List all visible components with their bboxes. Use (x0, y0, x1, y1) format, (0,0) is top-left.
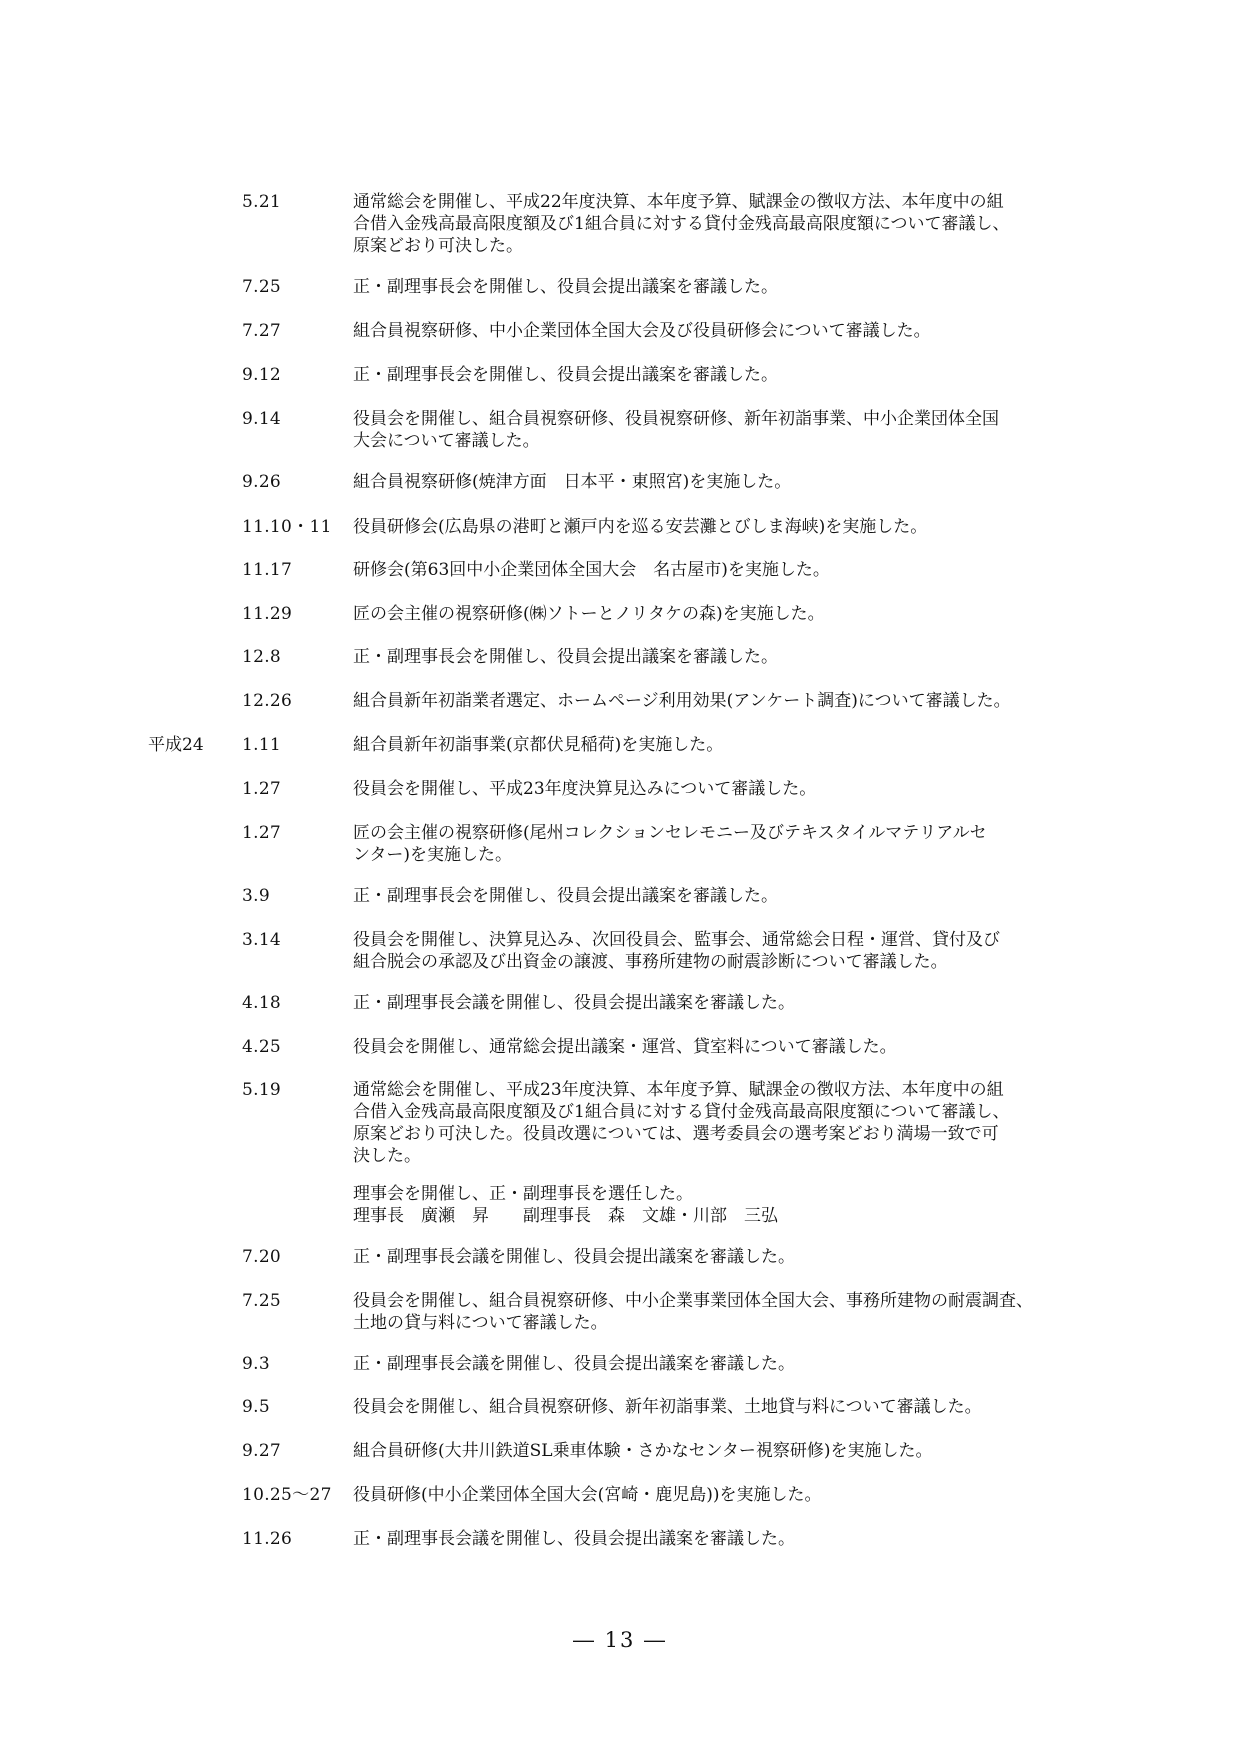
description-line: 組合員視察研修、中小企業団体全国大会及び役員研修会について審議した。 (353, 321, 931, 341)
description-line: 役員会を開催し、通常総会提出議案・運営、貸室料について審議した。 (353, 1037, 897, 1057)
description-line: 組合員研修(大井川鉄道SL乗車体験・さかなセンター視察研修)を実施した。 (353, 1441, 933, 1461)
description-line: 組合員新年初詣事業(京都伏見稲荷)を実施した。 (353, 735, 724, 755)
entry-date: 7.27 (242, 321, 282, 341)
entry-date: 9.27 (242, 1441, 282, 1461)
entry-date: 3.9 (242, 886, 270, 906)
entry-description (353, 1079, 1093, 1167)
entry-date: 12.26 (242, 691, 293, 711)
entry-date: 5.21 (242, 192, 282, 212)
description-line: 正・副理事長会議を開催し、役員会提出議案を審議した。 (353, 1354, 795, 1374)
entry-description (353, 778, 1093, 800)
description-line: 組合脱会の承認及び出資金の譲渡、事務所建物の耐震診断について審議した。 (353, 952, 948, 972)
entry-description (353, 992, 1093, 1014)
entry-date: 12.8 (242, 647, 282, 667)
entry-description (353, 929, 1093, 973)
description-line: 研修会(第63回中小企業団体全国大会 名古屋市)を実施した。 (353, 560, 830, 580)
entry-description (353, 1528, 1093, 1550)
entry-description (353, 822, 1093, 866)
entry-date: 10.25～27 (242, 1485, 332, 1505)
description-line: 正・副理事長会を開催し、役員会提出議案を審議した。 (353, 886, 778, 906)
description-line: 合借入金残高最高限度額及び1組合員に対する貸付金残高最高限度額について審議し、 (353, 214, 1010, 234)
entry-description (353, 1440, 1093, 1462)
entry-date: 7.20 (242, 1247, 282, 1267)
entry-date: 7.25 (242, 1291, 282, 1311)
description-line: 組合員新年初詣業者選定、ホームページ利用効果(アンケート調査)について審議した。 (353, 691, 1011, 711)
entry-date: 9.26 (242, 472, 282, 492)
description-line: 決した。 (353, 1146, 421, 1166)
description-line: 匠の会主催の視察研修(㈱ソトーとノリタケの森)を実施した。 (353, 604, 825, 624)
entry-description (353, 276, 1093, 298)
entry-date: 11.26 (242, 1529, 293, 1549)
entry-description (353, 364, 1093, 386)
entry-date: 9.5 (242, 1397, 270, 1417)
entry-description (353, 320, 1093, 342)
description-line: 理事会を開催し、正・副理事長を選任した。 (353, 1184, 693, 1204)
entry-description (353, 603, 1093, 625)
description-line: ンター)を実施した。 (353, 845, 512, 865)
description-line: 組合員視察研修(焼津方面 日本平・東照宮)を実施した。 (353, 472, 792, 492)
entry-date: 1.11 (242, 735, 282, 755)
entry-description (353, 1396, 1093, 1418)
description-line: 正・副理事長会を開催し、役員会提出議案を審議した。 (353, 365, 778, 385)
entry-date: 9.3 (242, 1354, 270, 1374)
era-label: 平成24 (148, 735, 204, 755)
description-line: 役員会を開催し、平成23年度決算見込みについて審議した。 (353, 779, 817, 799)
entry-date: 11.17 (242, 560, 293, 580)
entry-date: 9.14 (242, 409, 282, 429)
entry-date: 9.12 (242, 365, 282, 385)
entry-date: 7.25 (242, 277, 282, 297)
entry-description (353, 516, 1093, 538)
entry-description (353, 1290, 1093, 1334)
entry-date: 3.14 (242, 930, 282, 950)
entry-date: 4.25 (242, 1037, 282, 1057)
description-line: 通常総会を開催し、平成22年度決算、本年度予算、賦課金の徴収方法、本年度中の組 (353, 192, 1004, 212)
entry-description (353, 690, 1093, 712)
entry-description (353, 1484, 1093, 1506)
entry-description (353, 191, 1093, 257)
description-line: 通常総会を開催し、平成23年度決算、本年度予算、賦課金の徴収方法、本年度中の組 (353, 1080, 1004, 1100)
entry-description (353, 885, 1093, 907)
description-line: 大会について審議した。 (353, 431, 540, 451)
description-line: 役員研修(中小企業団体全国大会(宮崎・鹿児島))を実施した。 (353, 1485, 822, 1505)
entry-date: 4.18 (242, 993, 282, 1013)
description-line: 合借入金残高最高限度額及び1組合員に対する貸付金残高最高限度額について審議し、 (353, 1102, 1010, 1122)
description-line: 正・副理事長会議を開催し、役員会提出議案を審議した。 (353, 1529, 795, 1549)
entry-description (353, 408, 1093, 452)
description-line: 正・副理事長会議を開催し、役員会提出議案を審議した。 (353, 1247, 795, 1267)
description-line: 役員研修会(広島県の港町と瀬戸内を巡る安芸灘とびしま海峡)を実施した。 (353, 517, 928, 537)
description-line: 正・副理事長会を開催し、役員会提出議案を審議した。 (353, 277, 778, 297)
entry-description (353, 559, 1093, 581)
page-number: ― 13 ― (572, 1628, 668, 1652)
description-line: 理事長 廣瀬 昇 副理事長 森 文雄・川部 三弘 (353, 1206, 778, 1226)
description-line: 役員会を開催し、組合員視察研修、役員視察研修、新年初詣事業、中小企業団体全国 (353, 409, 999, 429)
description-line: 土地の貸与料について審議した。 (353, 1313, 608, 1333)
entry-date: 11.29 (242, 604, 293, 624)
entry-description (353, 646, 1093, 668)
entry-description (353, 1246, 1093, 1268)
entry-description (353, 1183, 1093, 1227)
entry-date: 5.19 (242, 1080, 282, 1100)
entry-description (353, 1036, 1093, 1058)
description-line: 匠の会主催の視察研修(尾州コレクションセレモニー及びテキスタイルマテリアルセ (353, 823, 987, 843)
description-line: 役員会を開催し、決算見込み、次回役員会、監事会、通常総会日程・運営、貸付及び (353, 930, 1001, 950)
entry-description (353, 734, 1093, 756)
entry-description (353, 471, 1093, 493)
description-line: 役員会を開催し、組合員視察研修、新年初詣事業、土地貸与料について審議した。 (353, 1397, 982, 1417)
entry-date: 1.27 (242, 779, 282, 799)
description-line: 原案どおり可決した。 (353, 236, 523, 256)
description-line: 役員会を開催し、組合員視察研修、中小企業事業団体全国大会、事務所建物の耐震調査、 (353, 1291, 1033, 1311)
description-line: 正・副理事長会議を開催し、役員会提出議案を審議した。 (353, 993, 795, 1013)
entry-date: 11.10・11 (242, 517, 332, 537)
entry-date: 1.27 (242, 823, 282, 843)
entry-description (353, 1353, 1093, 1375)
description-line: 原案どおり可決した。役員改選については、選考委員会の選考案どおり満場一致で可 (353, 1124, 999, 1144)
description-line: 正・副理事長会を開催し、役員会提出議案を審議した。 (353, 647, 778, 667)
